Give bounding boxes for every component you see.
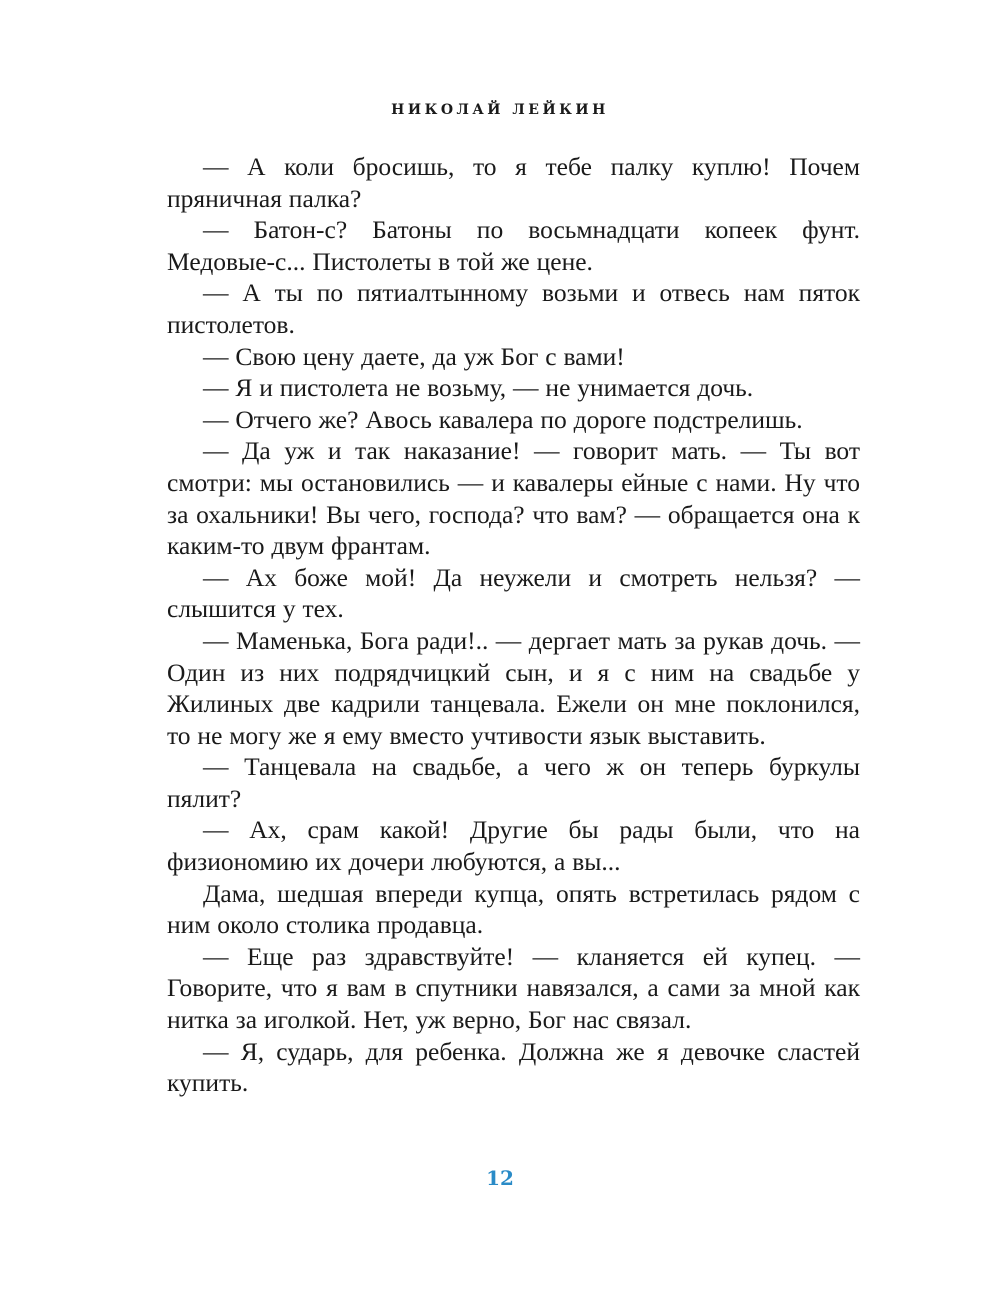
paragraph: — Я и пистолета не возьму, — не унимается дочь. [203,373,754,403]
paragraph: — Ах, срам какой! Другие бы рады были, что на физиономию их дочери любуются, а вы... [167,815,860,877]
paragraph: — А коли бросишь, то я тебе палку куплю! Почем пряничная палка? [167,152,860,213]
paragraph: — Отчего же? Авось кавалера по дороге подстрелишь. [203,404,803,434]
page-number: 12 [486,1166,514,1190]
paragraph: Дама, шедшая впереди купца, опять встретилась рядом с ним около столика продавца. [167,878,860,940]
body-text [167,151,860,1099]
paragraph: — Танцевала на свадьбе, а чего ж он теперь буркулы пялит? [167,752,860,813]
running-head-author: НИКОЛАЙ ЛЕЙКИН [391,102,609,118]
paragraph: — Ах боже мой! Да неужели и смотреть нельзя? — слышится у тех. [167,562,860,624]
paragraph: — Еще раз здравствуйте! — кланяется ей купец. — Говорите, что я вам в спутники навязался, а сами за мной как нитка за иголкой. Нет, уж верно, Бог нас связал. [167,941,860,1035]
paragraph: — Маменька, Бога ради!.. — дергает мать за рукав дочь. — Один из них подрядчицкий сын, и я с ним на свадьбе у Жилиных две кадрили танцевала. Ежели он мне поклонился, то не могу же я ему вместо учтивости язык выставить. [167,625,860,750]
paragraph: — Батон-с? Батоны по восьмнадцати копеек фунт. Медовые-с... Пистолеты в той же цене. [167,215,860,276]
paragraph: — Я, сударь, для ребенка. Должна же я девочке сластей купить. [167,1036,860,1098]
paragraph: — Свою цену даете, да уж Бог с вами! [203,341,625,371]
paragraph: — А ты по пятиалтынному возьми и отвесь нам пяток пистолетов. [167,278,860,339]
paragraph: — Да уж и так наказание! — говорит мать. — Ты вот смотри: мы остановились — и кавалеры ейные с нами. Ну что за охальники! Вы чего, господа? что вам? — обращается она к каким-то двум франтам. [167,436,860,561]
